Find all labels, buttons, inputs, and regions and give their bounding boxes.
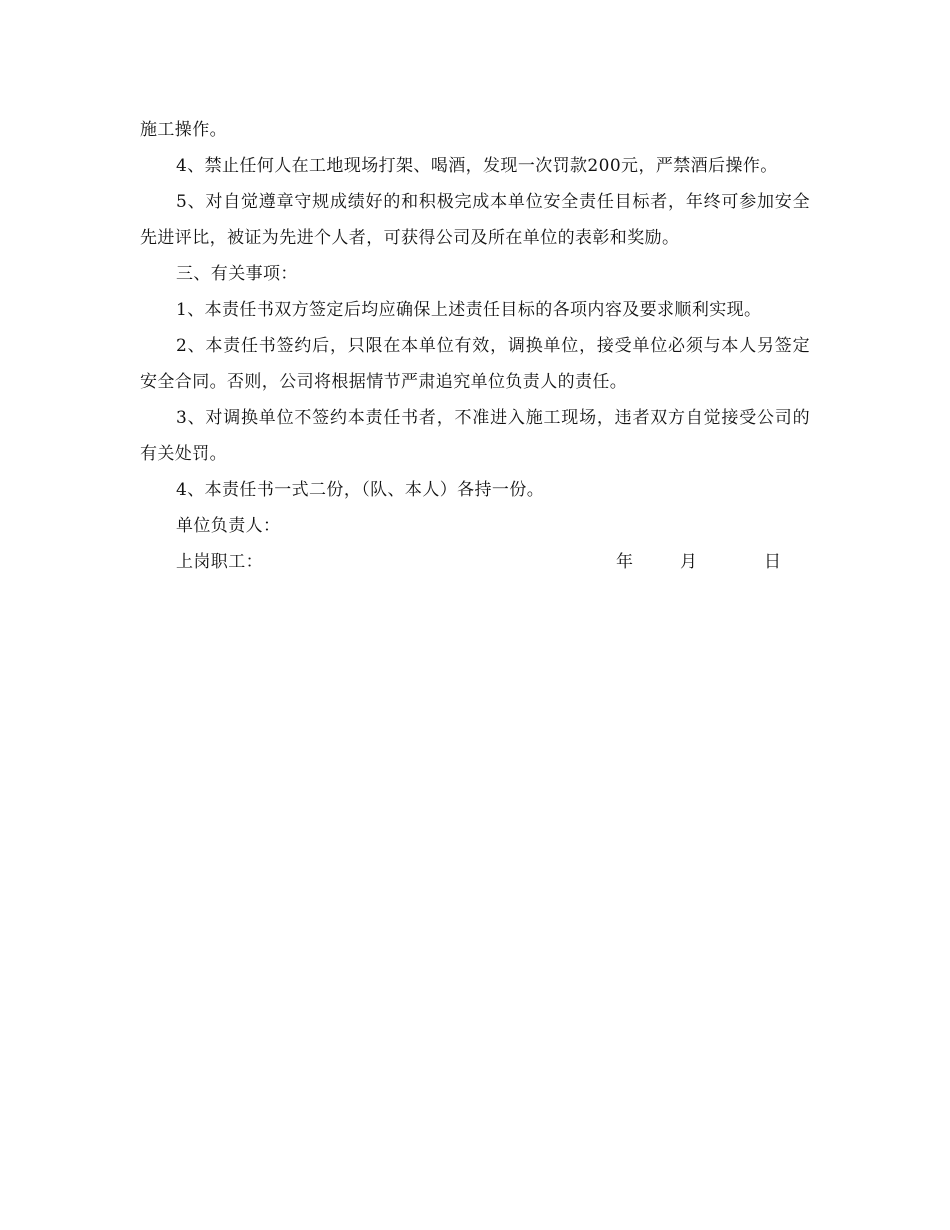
date-day-label: 日	[764, 552, 782, 572]
document-body	[140, 112, 810, 580]
date-year-label: 年	[616, 552, 634, 572]
employee-label: 上岗职工：	[176, 552, 263, 572]
paragraph-continuation: 施工操作。	[140, 120, 227, 140]
date-month-label: 月	[680, 552, 698, 572]
paragraph-matter-4: 4、本责任书一式二份，（队、本人）各持一份。	[176, 480, 545, 500]
paragraph-rule-5: 5、对自觉遵章守规成绩好的和积极完成本单位安全责任目标者，年终可参加安全先进评比，被证为先进个人者，可获得公司及所在单位的表彰和奖励。	[140, 192, 810, 248]
unit-leader-label: 单位负责人：	[176, 516, 281, 536]
paragraph-matter-1: 1、本责任书双方签定后均应确保上述责任目标的各项内容及要求顺利实现。	[176, 300, 762, 320]
paragraph-matter-3: 3、对调换单位不签约本责任书者，不准进入施工现场，违者双方自觉接受公司的有关处罚。	[140, 408, 810, 464]
unit-leader-signature-line	[140, 508, 810, 544]
paragraph-matter-2: 2、本责任书签约后，只限在本单位有效，调换单位，接受单位必须与本人另签定安全合同。否则，公司将根据情节严肃追究单位负责人的责任。	[140, 336, 810, 392]
paragraph-rule-4: 4、禁止任何人在工地现场打架、喝酒，发现一次罚款200元，严禁酒后操作。	[176, 156, 778, 176]
section-heading-related-matters: 三、有关事项：	[176, 264, 298, 284]
employee-signature-line	[140, 544, 810, 580]
